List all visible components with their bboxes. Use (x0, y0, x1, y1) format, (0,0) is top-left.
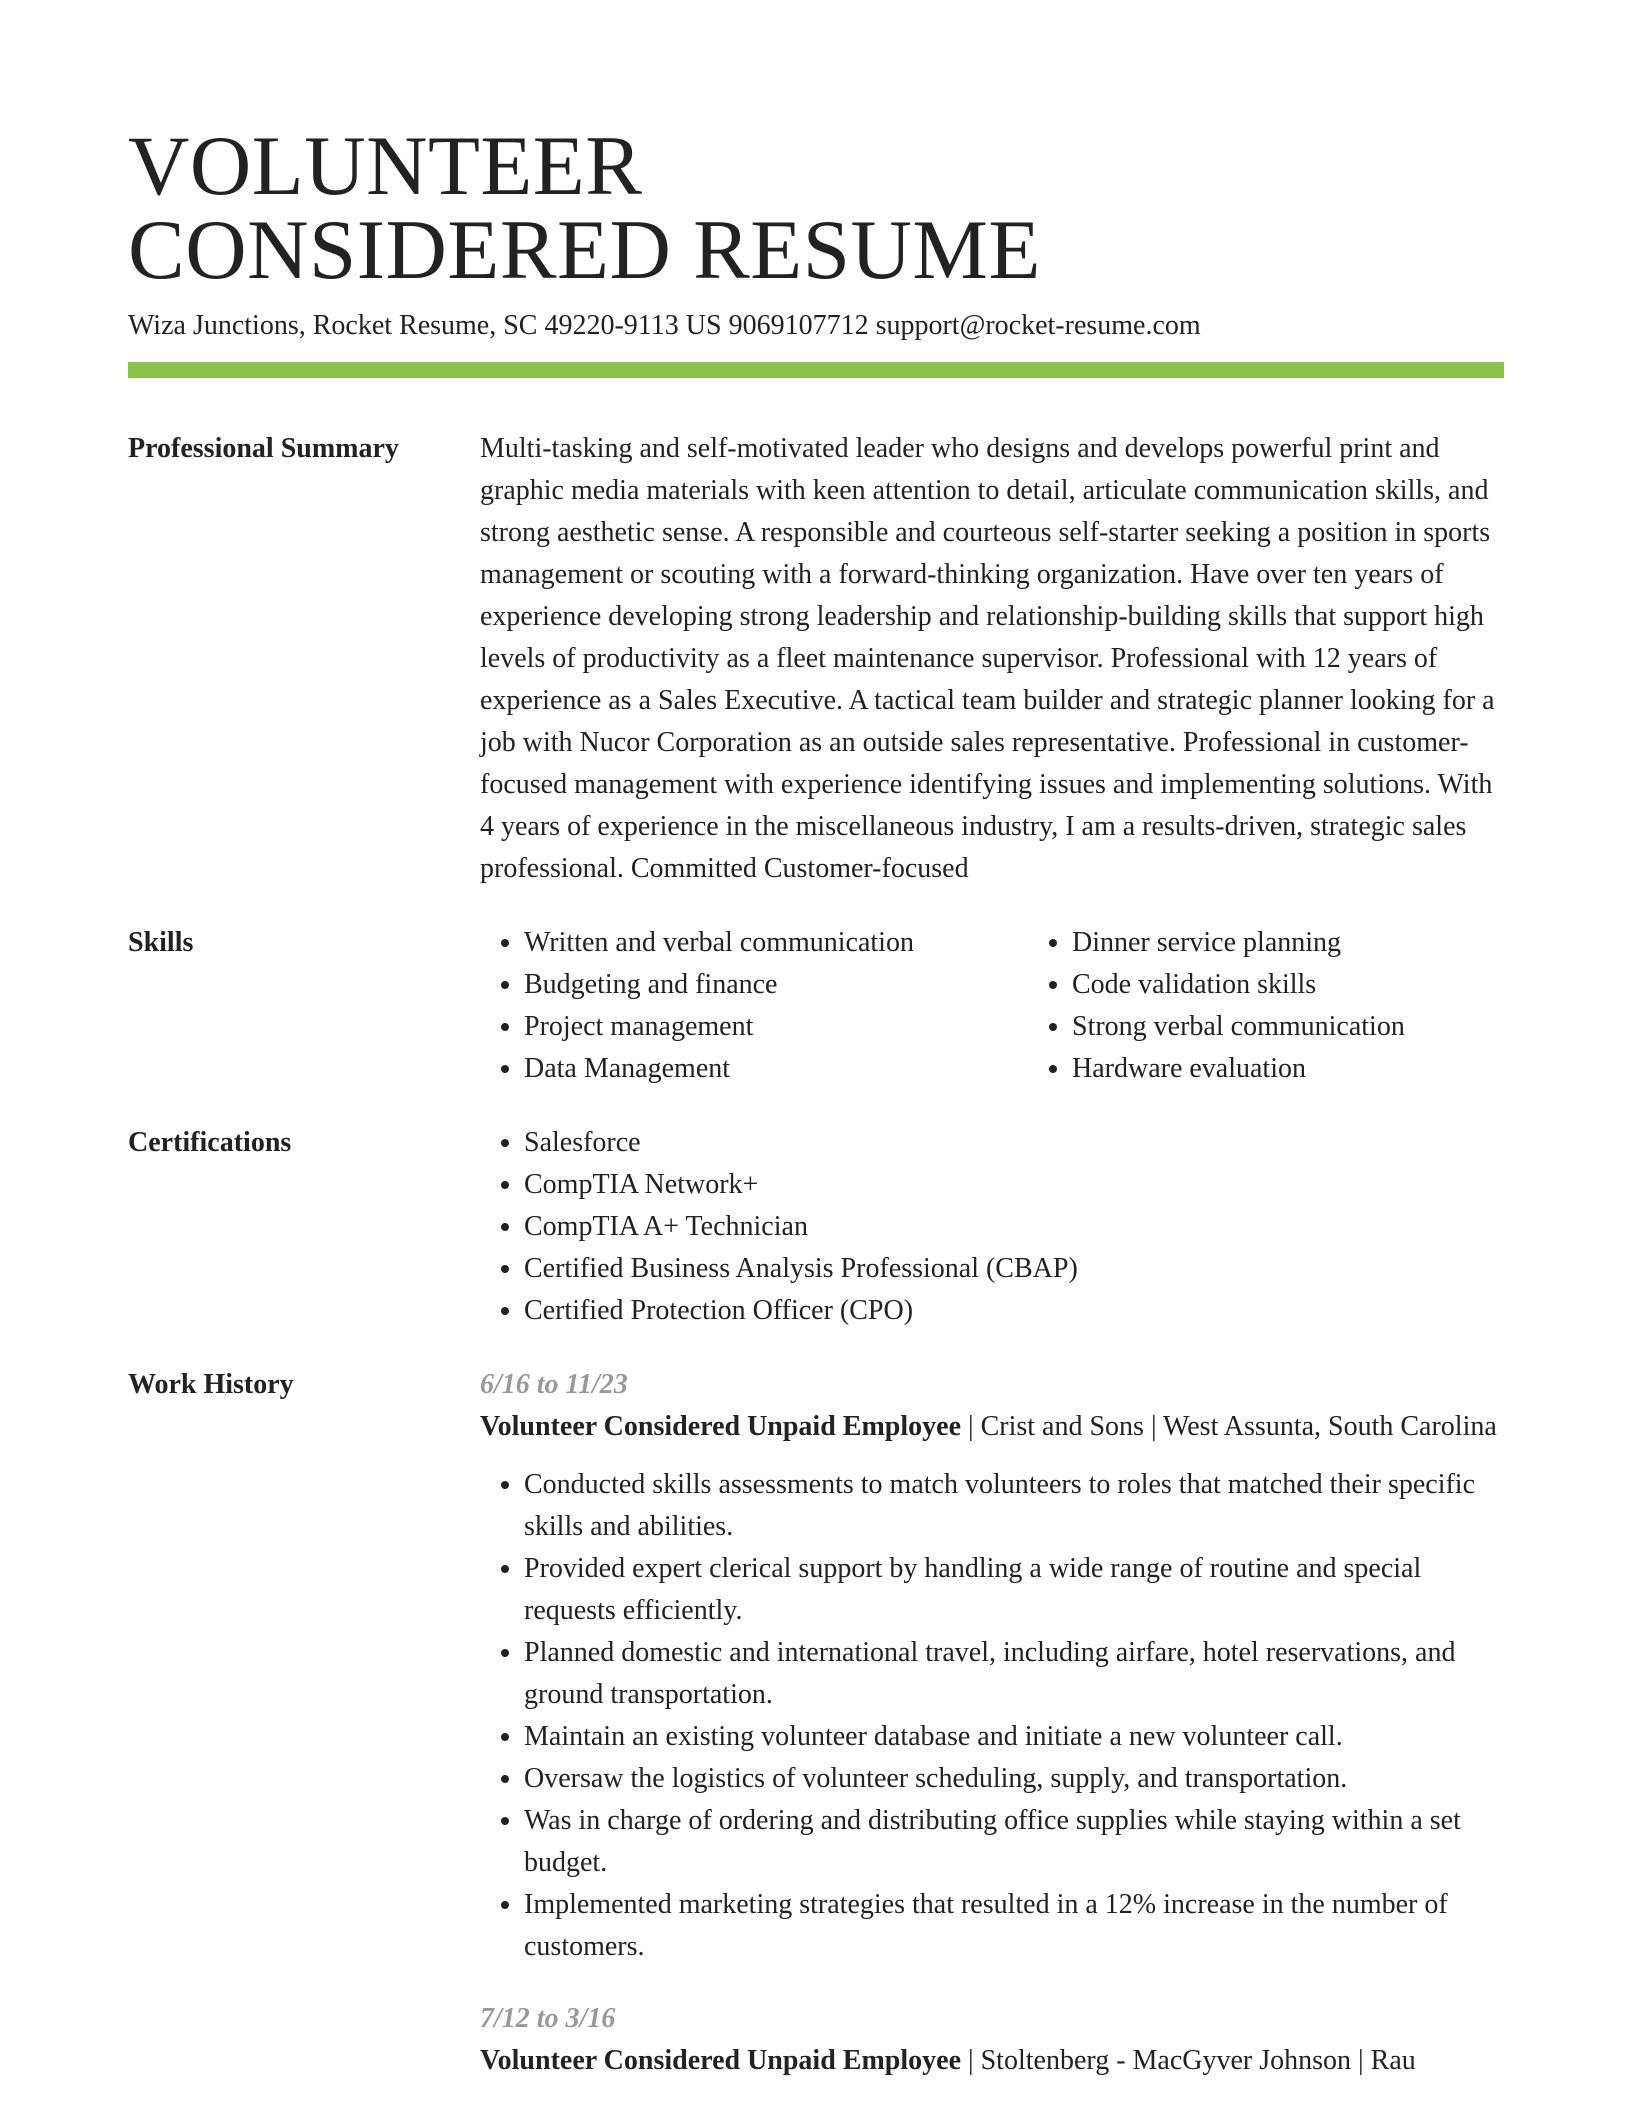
job-employer-location: | Crist and Sons | West Assunta, South Carolina (961, 1411, 1497, 1442)
summary-label: Professional Summary (128, 433, 399, 464)
certification-item: • Certified Business Analysis Professional (CBAP) (524, 1248, 1504, 1290)
job-title: Volunteer Considered Unpaid Employee (480, 2045, 961, 2076)
job-entry (480, 1998, 1504, 2082)
job-title: Volunteer Considered Unpaid Employee (480, 1411, 961, 1442)
summary-text: Multi-tasking and self-motivated leader who designs and develops powerful print and graphic media materials with keen attention to detail, articulate communication skills, and strong aesthetic sense. A responsible and courteous self-starter seeking a position in sports management or scouting with a forward-thinking organization. Have over ten years of experience developing strong leadership and relationship-building skills that support high levels of productivity as a fleet maintenance supervisor. Professional with 12 years of experience as a Sales Executive. A tactical team builder and strategic planner looking for a job with Nucor Corporation as an outside sales representative. Professional in customer-focused management with experience identifying issues and implementing solutions. With 4 years of experience in the miscellaneous industry, I am a results-driven, strategic sales professional. Committed Customer-focused (480, 433, 1495, 884)
job-entry (480, 1364, 1504, 1968)
resume-title (128, 0, 1504, 297)
job-date: 7/12 to 3/16 (480, 2003, 616, 2034)
certifications-list (480, 1122, 1504, 1332)
title-line-1: VOLUNTEER (128, 119, 643, 213)
certification-item: • CompTIA Network+ (524, 1164, 1504, 1206)
job-bullet: • Planned domestic and international travel, including airfare, hotel reservations, and ground transportation. (524, 1632, 1504, 1716)
job-bullet: • Oversaw the logistics of volunteer scheduling, supply, and transportation. (524, 1758, 1504, 1800)
job-heading (480, 1406, 1504, 1448)
job-heading (480, 2040, 1504, 2082)
job-bullet: • Maintain an existing volunteer database and initiate a new volunteer call. (524, 1716, 1504, 1758)
skills-section (128, 922, 1504, 1090)
job-bullet: • Was in charge of ordering and distributing office supplies while staying within a set budget. (524, 1800, 1504, 1884)
job-bullet: • Implemented marketing strategies that resulted in a 12% increase in the number of customers. (524, 1884, 1504, 1968)
job-bullet: • Conducted skills assessments to match volunteers to roles that matched their specific skills and abilities. (524, 1464, 1504, 1548)
skill-item: • Strong verbal communication (1072, 1006, 1405, 1048)
job-bullet: • Provided expert clerical support by handling a wide range of routine and special requests efficiently. (524, 1548, 1504, 1632)
skills-body (480, 922, 1504, 1090)
certifications-section (128, 1122, 1504, 1332)
certifications-body (480, 1122, 1504, 1332)
job-bullets (480, 1464, 1504, 1968)
skills-column-1 (480, 922, 1028, 1090)
job-date: 6/16 to 11/23 (480, 1369, 628, 1400)
skill-item: • Hardware evaluation (1072, 1048, 1405, 1090)
job-employer-location: | Stoltenberg - MacGyver Johnson | Rau (961, 2045, 1416, 2076)
skills-label: Skills (128, 927, 194, 958)
skill-item: • Data Management (524, 1048, 1028, 1090)
contact-info: Wiza Junctions, Rocket Resume, SC 49220-9113 US 9069107712 support@rocket-resume.com (128, 310, 1201, 341)
summary-body (480, 428, 1504, 890)
summary-section (128, 428, 1504, 890)
title-line-2: CONSIDERED RESUME (128, 203, 1041, 297)
certifications-label: Certifications (128, 1127, 292, 1158)
accent-divider (128, 362, 1504, 378)
certification-item: • CompTIA A+ Technician (524, 1206, 1504, 1248)
skills-column-2 (1028, 922, 1405, 1090)
work-history-body (480, 1364, 1504, 2082)
skill-item: • Written and verbal communication (524, 922, 1028, 964)
skill-item: • Project management (524, 1006, 1028, 1048)
skill-item: • Budgeting and finance (524, 964, 1028, 1006)
skill-item: • Code validation skills (1072, 964, 1405, 1006)
resume-page (128, 0, 1504, 2082)
certification-item: • Salesforce (524, 1122, 1504, 1164)
work-history-section (128, 1364, 1504, 2082)
skill-item: • Dinner service planning (1072, 922, 1405, 964)
work-history-label: Work History (128, 1369, 294, 1400)
certification-item: • Certified Protection Officer (CPO) (524, 1290, 1504, 1332)
